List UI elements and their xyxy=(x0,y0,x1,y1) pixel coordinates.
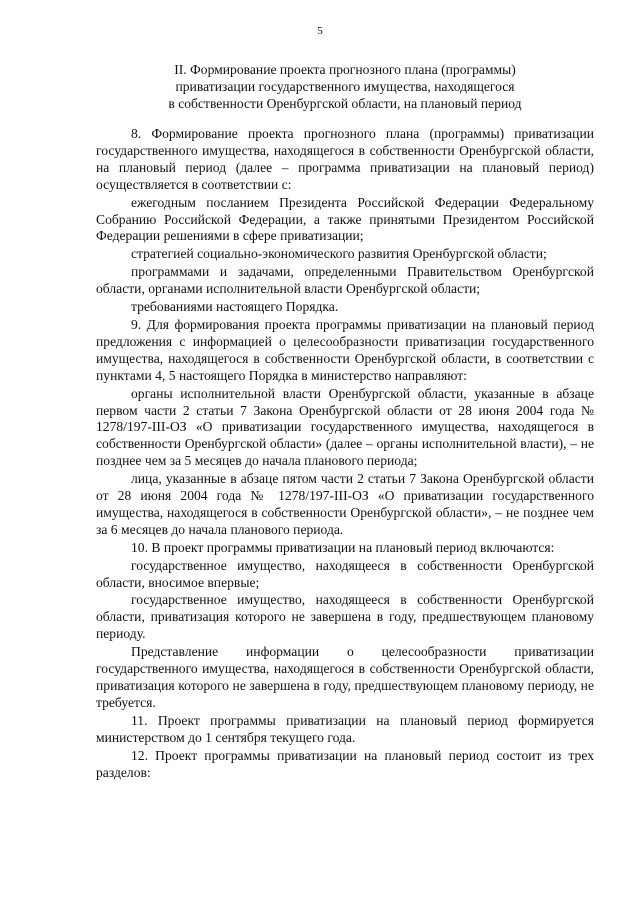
paragraph: стратегией социально-экономического развития Оренбургской области; xyxy=(131,246,547,262)
paragraph: 9. Для формирования проекта программы приватизации на плановый период предложения с информацией о целесообразности приватизации государственного имущества, находящегося в собственности Оренбургской области, в соответствии с пунктами 4, 5 настоящего Порядка в министерство направляют: xyxy=(96,316,594,383)
section-title-line: II. Формирование проекта прогнозного плана (программы) xyxy=(174,62,516,77)
paragraph: программами и задачами, определенными Правительством Оренбургской области, органами исполнительной власти Оренбургской области; xyxy=(96,264,594,297)
paragraph: ежегодным посланием Президента Российской Федерации Федеральному Собранию Российской Федерации, а также принятыми Президентом Российской Федерации решениями в сфере приватизации; xyxy=(96,194,594,244)
paragraph: требованиями настоящего Порядка. xyxy=(131,299,339,315)
paragraph: 12. Проект программы приватизации на плановый период состоит из трех разделов: xyxy=(96,747,594,780)
section-title-line: в собственности Оренбургской области, на плановый период xyxy=(168,96,522,112)
paragraph: государственное имущество, находящееся в собственности Оренбургской области, приватизация которого не завершена в году, предшествующем плановому периоду. xyxy=(96,592,594,642)
paragraph: 8. Формирование проекта прогнозного плана (программы) приватизации государственного имущества, находящегося в собственности Оренбургской области, на плановый период (далее – программа приватизации на плановый период) осуществляется в соответствии с: xyxy=(96,126,594,192)
page-number: 5 xyxy=(317,25,323,37)
paragraph: органы исполнительной власти Оренбургской области, указанные в абзаце первом части 2 статьи 7 Закона Оренбургской области от 28 июня 2004 года № 1278/197-III-ОЗ «О приватизации государственного имущества, находящегося в собственности Оренбургской области» (далее – органы исполнительной власти), – не позднее чем за 5 месяцев до начала планового периода; xyxy=(96,385,594,469)
paragraph: лица, указанные в абзаце пятом части 2 статьи 7 Закона Оренбургской области от 28 июня 2004 года № 1278/197-III-ОЗ «О приватизации государственного имущества, находящегося в собственности Оренбургской области», – не позднее чем за 6 месяцев до начала планового периода. xyxy=(96,471,594,537)
section-title xyxy=(96,61,594,113)
paragraph: государственное имущество, находящееся в собственности Оренбургской области, вносимое впервые; xyxy=(96,557,594,590)
paragraph: Представление информации о целесообразности приватизации государственного имущества, находящегося в собственности Оренбургской области, приватизация которого не завершена в году, предшествующем плановому периоду, не требуется. xyxy=(96,644,594,710)
document-body xyxy=(96,126,594,781)
section-title-line: приватизации государственного имущества, находящегося xyxy=(175,79,515,95)
paragraph: 10. В проект программы приватизации на плановый период включаются: xyxy=(131,539,555,555)
paragraph: 11. Проект программы приватизации на плановый период формируется министерством до 1 сентября текущего года. xyxy=(96,712,594,745)
